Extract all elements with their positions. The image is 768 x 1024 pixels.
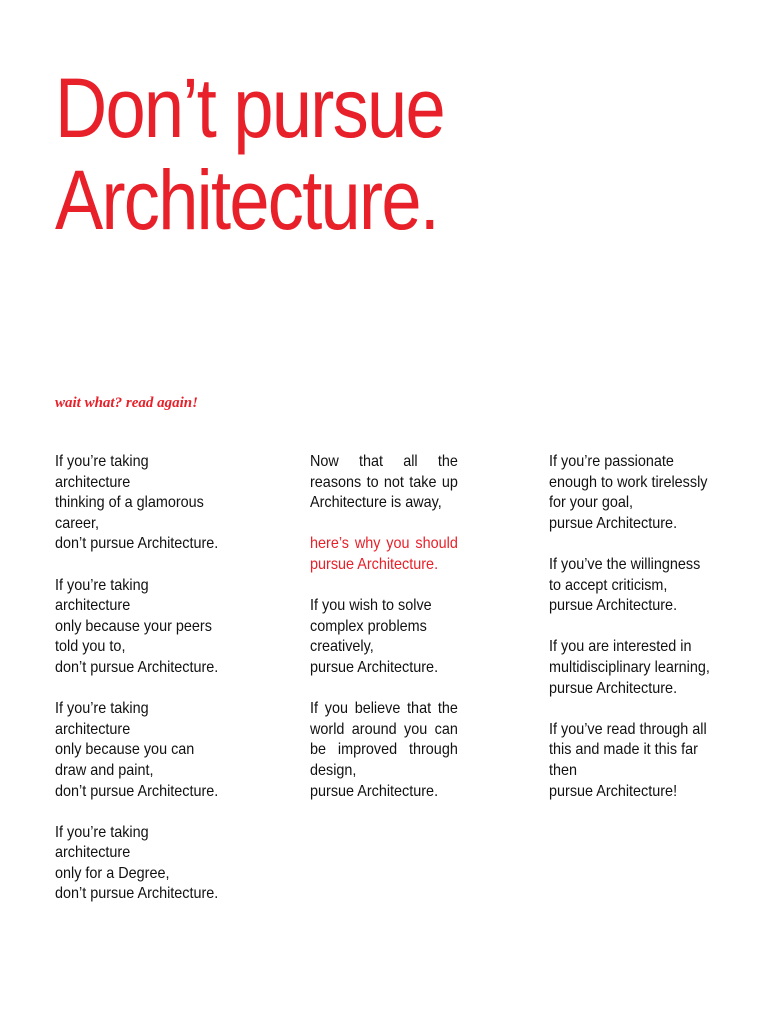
paragraph: Now that all the reasons to not take up Architecture is away, — [310, 453, 458, 512]
column-3 — [549, 452, 739, 823]
highlight-paragraph: here’s why you should pursue Architecture. — [310, 535, 458, 573]
paragraph: If you’re taking architecture only because your peers told you to, don’t pursue Architecture. — [55, 576, 219, 676]
paragraph: If you believe that the world around you can be improved through design, pursue Architecture. — [310, 700, 458, 800]
paragraph: If you’ve read through all this and made it this far then pursue Architecture! — [549, 720, 707, 800]
column-2 — [310, 452, 458, 823]
paragraph: If you’re passionate enough to work tirelessly for your goal, pursue Architecture. — [549, 453, 708, 532]
page-title: Don’t pursue Architecture. — [55, 61, 444, 247]
subtitle: wait what? read again! — [55, 395, 198, 411]
paragraph: If you’re taking architecture only for a Degree, don’t pursue Architecture. — [55, 823, 219, 903]
paragraph: If you’re taking architecture thinking of a glamorous career, don’t pursue Architecture. — [55, 453, 219, 553]
paragraph: If you’re taking architecture only because you can draw and paint, don’t pursue Architecture. — [55, 700, 219, 800]
paragraph: If you wish to solve complex problems creatively, pursue Architecture. — [310, 597, 439, 676]
paragraph: If you’ve the willingness to accept criticism, pursue Architecture. — [549, 555, 701, 615]
column-1 — [55, 452, 265, 926]
paragraph: If you are interested in multidisciplinary learning, pursue Architecture. — [549, 638, 710, 697]
